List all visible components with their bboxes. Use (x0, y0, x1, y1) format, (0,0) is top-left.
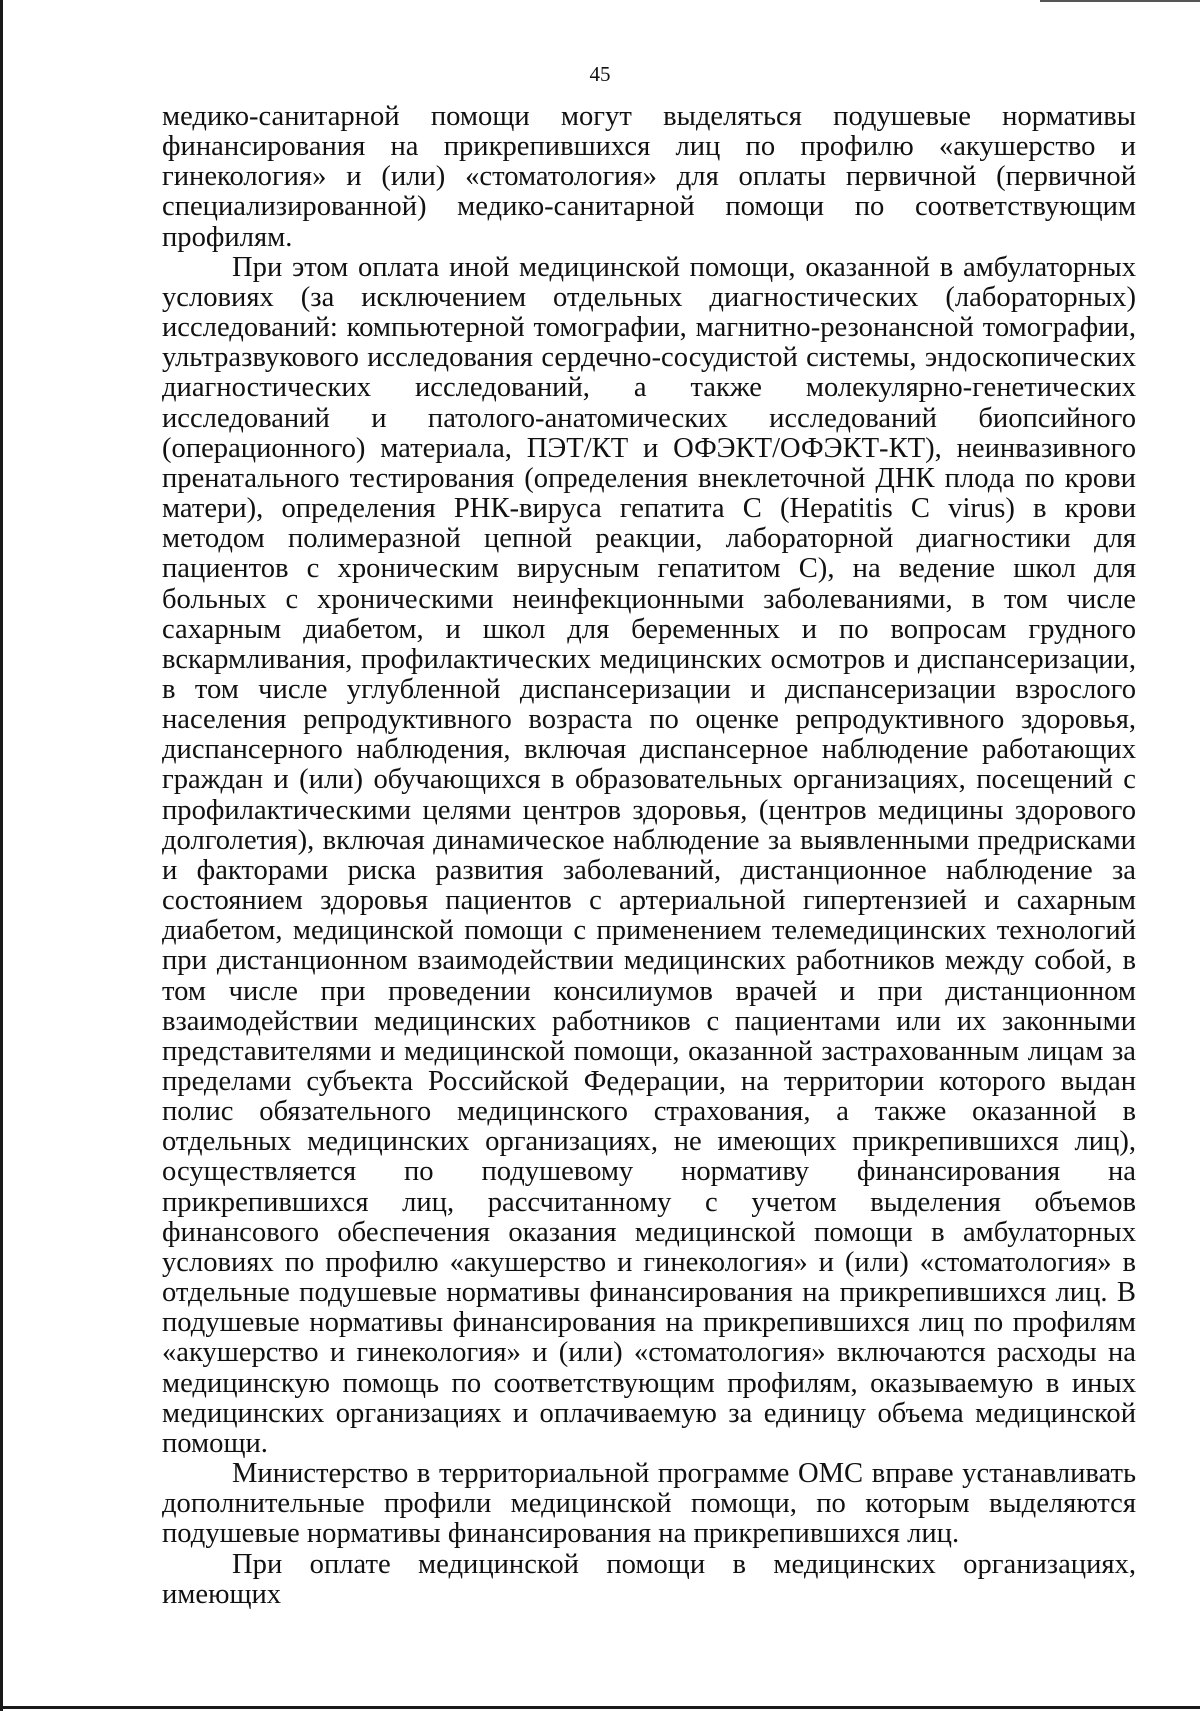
paragraph-ministry: Министерство в территориальной программе ОМС вправе устанавливать дополнительные профили медицинской помощи, по которым выделяются подушевые нормативы финансирования на прикрепившихся лиц. (162, 1458, 1136, 1550)
scan-border-top (1040, 0, 1200, 2)
paragraph-continuation: медико-санитарной помощи могут выделяться подушевые нормативы финансирования на прикрепившихся лиц по профилю «акушерство и гинекология» и (или) «стоматология» для оплаты первичной (первичной специализированной) медико-санитарной помощи по соответствующим профилям. (162, 101, 1136, 253)
page-number: 45 (589, 62, 611, 86)
scan-border-bottom (0, 1706, 1200, 1709)
paragraph-payment-terms: При этом оплата иной медицинской помощи, оказанной в амбулаторных условиях (за исключением отдельных диагностических (лабораторных) исследований: компьютерной томографии, магнитно-резонансной томографии, ультразвукового исследования сердечно-сосудистой системы, эндоскопических диагностических исследований, а также молекулярно-генетических исследований и патолого-анатомических исследований биопсийного (операционного) материала, ПЭТ/КТ и ОФЭКТ/ОФЭКТ-КТ), неинвазивного пренатального тестирования (определения внеклеточной ДНК плода по крови матери), определения РНК-вируса гепатита С (Hepatitis C virus) в крови методом полимеразной цепной реакции, лабораторной диагностики для пациентов с хроническим вирусным гепатитом С), на ведение школ для больных с хроническими неинфекционными заболеваниями, в том числе сахарным диабетом, и школ для беременных и по вопросам грудного вскармливания, профилактических медицинских осмотров и диспансеризации, в том числе углубленной диспансеризации и диспансеризации взрослого населения репродуктивного возраста по оценке репродуктивного здоровья, диспансерного наблюдения, включая диспансерное наблюдение работающих граждан и (или) обучающихся в образовательных организациях, посещений с профилактическими целями центров здоровья, (центров медицины здорового долголетия), включая динамическое наблюдение за выявленными предрисками и факторами риска развития заболеваний, дистанционное наблюдение за состоянием здоровья пациентов с артериальной гипертензией и сахарным диабетом, медицинской помощи с применением телемедицинских технологий при дистанционном взаимодействии медицинских работников между собой, в том числе при проведении консилиумов врачей и при дистанционном взаимодействии медицинских работников с пациентами или их законными представителями и медицинской помощи, оказанной застрахованным лицам за пределами субъекта Российской Федерации, на территории которого выдан полис обязательного медицинского страхования, а также оказанной в отдельных медицинских организациях, не имеющих прикрепившихся лиц), осуществляется по подушевому нормативу финансирования на прикрепившихся лиц, рассчитанному с учетом выделения объемов финансового обеспечения оказания медицинской помощи в амбулаторных условиях по профилю «акушерство и гинекология» и (или) «стоматология» в отдельные подушевые нормативы финансирования на прикрепившихся лиц. В подушевые нормативы финансирования на прикрепившихся лиц по профилям «акушерство и гинекология» и (или) «стоматология» включаются расходы на медицинскую помощь по соответствующим профилям, оказываемую в иных медицинских организациях и оплачиваемую за единицу объема медицинской помощи. (162, 251, 1136, 1459)
scan-border-left (0, 0, 3, 1711)
paragraph-partial: При оплате медицинской помощи в медицинских организациях, имеющих (162, 1548, 1136, 1610)
document-body (162, 102, 1136, 1610)
